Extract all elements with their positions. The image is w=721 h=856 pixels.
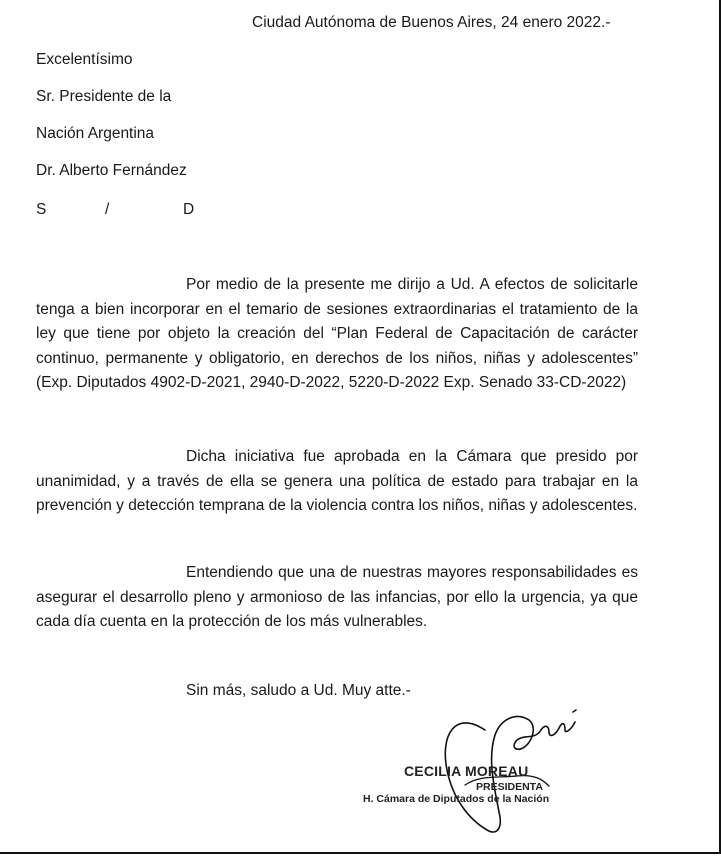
salutation-d: D	[183, 201, 195, 218]
salutation-slash: /	[105, 201, 110, 218]
place-date: Ciudad Autónoma de Buenos Aires, 24 enero 2022.-	[252, 14, 611, 31]
body-paragraph-2: Dicha iniciativa fue aprobada en la Cámara que presido por unanimidad, y a través de ella se genera una política de estado para trabajar en la prevención y detección temprana de la violencia contra los niños, niñas y adolescentes.	[36, 448, 638, 515]
recipient-line-1: Excelentísimo	[36, 51, 133, 68]
closing-line: Sin más, saludo a Ud. Muy atte.-	[186, 682, 411, 699]
stamp-title: PRESIDENTA	[476, 781, 543, 793]
recipient-line-4: Dr. Alberto Fernández	[36, 162, 187, 179]
recipient-line-2: Sr. Presidente de la	[36, 88, 172, 105]
stamp-institution: H. Cámara de Diputados de la Nación	[363, 793, 550, 805]
body-paragraph-1: Por medio de la presente me dirijo a Ud. A efectos de solicitarle tenga a bien incorporar en el temario de sesiones extraordinarias el tratamiento de la ley que tiene por objeto la creación del “Plan Federal de Capacitación de carácter continuo, permanente y obligatorio, en derechos de los niños, niñas y adolescentes” (Exp. Diputados 4902-D-2021, 2940-D-2022, 5220-D-2022 Exp. Senado 33-CD-2022)	[36, 276, 638, 392]
stamp-name: CECILIA MOREAU	[404, 763, 529, 779]
salutation-s: S	[36, 201, 47, 218]
recipient-line-3: Nación Argentina	[36, 125, 155, 142]
body-paragraph-3: Entendiendo que una de nuestras mayores responsabilidades es asegurar el desarrollo pleno y armonioso de las infancias, por ello la urgencia, ya que cada día cuenta en la protección de los más vulnerables.	[36, 564, 638, 631]
